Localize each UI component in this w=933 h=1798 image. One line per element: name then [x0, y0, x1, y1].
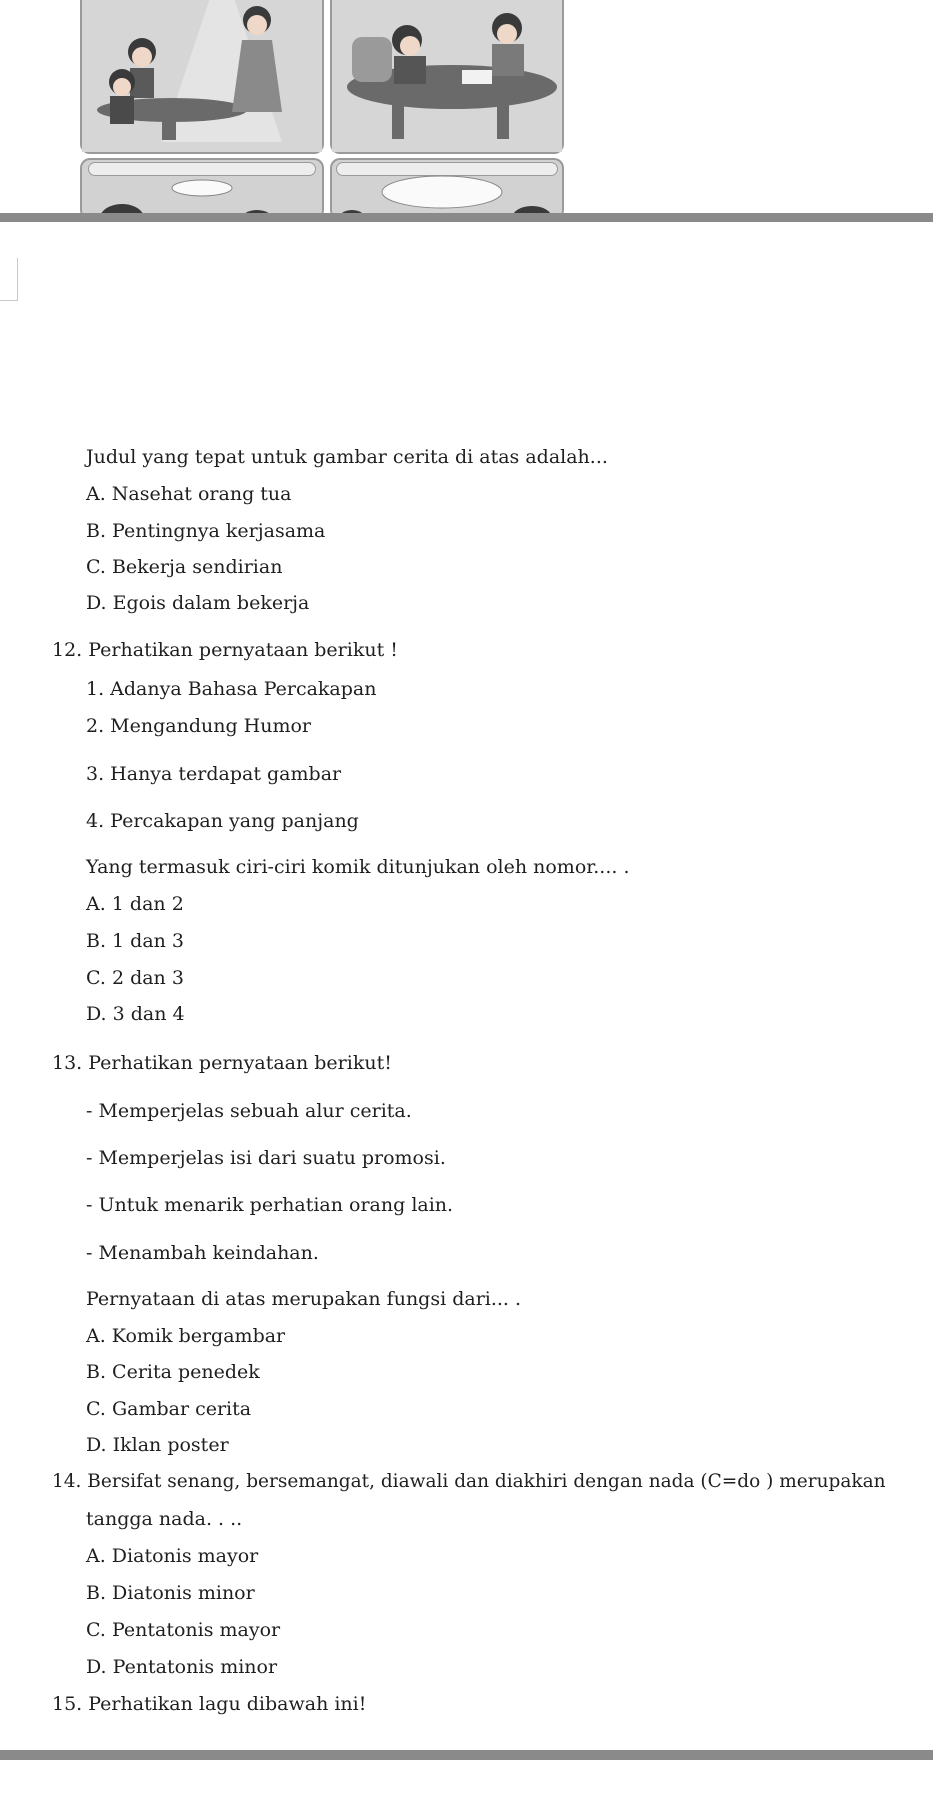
- comic-panel-caption-4: [330, 158, 564, 215]
- q12-statement-1: 1. Adanya Bahasa Percakapan: [86, 678, 377, 700]
- comic-panel-caption-3: [80, 158, 324, 215]
- comic-panel-children-table: [330, 0, 564, 154]
- q13-option-a[interactable]: A. Komik bergambar: [86, 1325, 286, 1347]
- comic-illustration-4: [332, 160, 562, 215]
- q11-option-a[interactable]: A. Nasehat orang tua: [86, 483, 292, 505]
- q13-stem: 13. Perhatikan pernyataan berikut!: [52, 1052, 392, 1074]
- q12-statement-4: 4. Percakapan yang panjang: [86, 810, 359, 832]
- q12-statement-2: 2. Mengandung Humor: [86, 715, 312, 737]
- q13-option-c[interactable]: C. Gambar cerita: [86, 1398, 252, 1420]
- q12-statement-3: 3. Hanya terdapat gambar: [86, 763, 342, 785]
- q11-option-b[interactable]: B. Pentingnya kerjasama: [86, 520, 326, 542]
- page-corner-mark: [0, 258, 18, 301]
- q14-stem-continued: tangga nada. . ..: [86, 1508, 243, 1530]
- q11-option-c[interactable]: C. Bekerja sendirian: [86, 556, 283, 578]
- comic-strip-image: [0, 0, 933, 215]
- q11-option-d[interactable]: D. Egois dalam bekerja: [86, 592, 310, 614]
- comic-illustration-1: [82, 0, 322, 152]
- q13-statement-4: - Menambah keindahan.: [86, 1242, 319, 1264]
- q11-question: Judul yang tepat untuk gambar cerita di atas adalah...: [86, 446, 608, 468]
- q12-option-d[interactable]: D. 3 dan 4: [86, 1003, 185, 1025]
- comic-panel-mother-children: [80, 0, 324, 154]
- q13-question: Pernyataan di atas merupakan fungsi dari... .: [86, 1288, 522, 1310]
- q12-question: Yang termasuk ciri-ciri komik ditunjukan oleh nomor.... .: [86, 856, 630, 878]
- top-divider: [0, 213, 933, 222]
- q14-option-d[interactable]: D. Pentatonis minor: [86, 1656, 278, 1678]
- q12-option-c[interactable]: C. 2 dan 3: [86, 967, 184, 989]
- q14-option-a[interactable]: A. Diatonis mayor: [86, 1545, 259, 1567]
- q13-statement-3: - Untuk menarik perhatian orang lain.: [86, 1194, 454, 1216]
- q12-option-a[interactable]: A. 1 dan 2: [86, 893, 184, 915]
- q14-option-b[interactable]: B. Diatonis minor: [86, 1582, 255, 1604]
- q12-stem: 12. Perhatikan pernyataan berikut !: [52, 639, 398, 661]
- q14-option-c[interactable]: C. Pentatonis mayor: [86, 1619, 281, 1641]
- q13-statement-2: - Memperjelas isi dari suatu promosi.: [86, 1147, 446, 1169]
- q13-option-b[interactable]: B. Cerita penedek: [86, 1361, 260, 1383]
- q13-option-d[interactable]: D. Iklan poster: [86, 1434, 229, 1456]
- comic-illustration-3: [82, 160, 322, 215]
- comic-illustration-2: [332, 0, 562, 152]
- q12-option-b[interactable]: B. 1 dan 3: [86, 930, 185, 952]
- q13-statement-1: - Memperjelas sebuah alur cerita.: [86, 1100, 412, 1122]
- bottom-divider: [0, 1750, 933, 1760]
- q14-stem: 14. Bersifat senang, bersemangat, diawali dan diakhiri dengan nada (C=do ) merupakan: [52, 1471, 886, 1492]
- q15-stem: 15. Perhatikan lagu dibawah ini!: [52, 1693, 367, 1715]
